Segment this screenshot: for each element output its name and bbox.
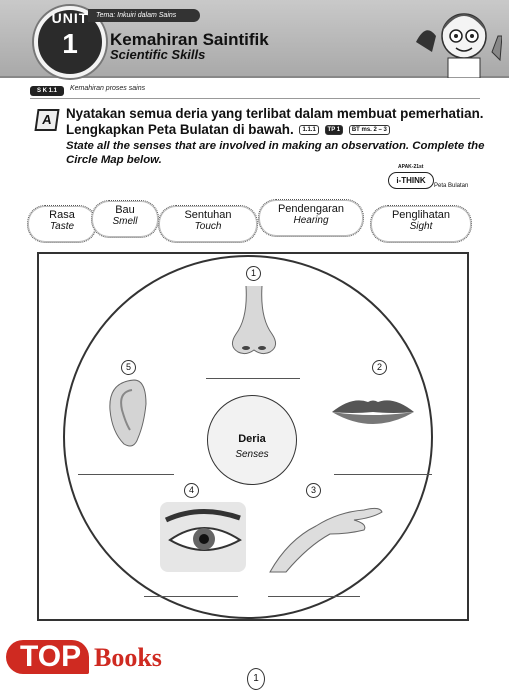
ithink-top-label: APAK-21st — [398, 164, 424, 170]
eye-icon — [160, 502, 246, 572]
sense-cloud-hearing — [258, 199, 364, 237]
item-number-2: 2 — [372, 360, 387, 375]
unit-subtitle: Scientific Skills — [110, 47, 206, 62]
hand-icon — [268, 500, 384, 574]
sense-en: Smell — [112, 216, 138, 227]
scientist-mascot-icon — [412, 2, 502, 78]
ear-icon — [104, 376, 148, 448]
nose-icon — [224, 282, 284, 358]
sense-cloud-taste — [27, 205, 97, 243]
sense-en: Hearing — [293, 215, 329, 226]
unit-title: Kemahiran Saintifik — [110, 30, 269, 49]
lips-icon — [330, 392, 416, 432]
ithink-badge: i-THINK — [388, 172, 434, 189]
map-type-label: Peta Bulatan — [434, 183, 469, 189]
divider — [30, 98, 480, 99]
tag-bt: BT ms. 2 – 3 — [349, 125, 390, 135]
watermark-top: TOP — [6, 640, 89, 674]
sense-cloud-smell — [91, 200, 159, 238]
answer-line-2[interactable] — [334, 474, 432, 475]
tag-standard: 1.1.1 — [299, 125, 318, 135]
sense-ms: Bau — [115, 204, 135, 216]
theme-label: Tema: Inkuiri dalam Sains — [88, 9, 200, 22]
sense-ms: Rasa — [49, 209, 75, 221]
item-number-1: 1 — [246, 266, 261, 281]
skill-text: Kemahiran proses sains — [70, 85, 146, 92]
item-number-5: 5 — [121, 360, 136, 375]
sense-cloud-touch — [158, 205, 258, 243]
page-number: 1 — [247, 668, 265, 690]
unit-number: 1 — [62, 28, 78, 59]
answer-line-1[interactable] — [206, 378, 300, 379]
question-line-2: Lengkapkan Peta Bulatan di bawah. — [66, 122, 294, 137]
watermark-books: Books — [94, 643, 162, 672]
sense-en: Taste — [49, 221, 75, 232]
unit-label: UNIT — [51, 10, 89, 26]
question-text-malay — [66, 106, 486, 138]
sense-ms: Penglihatan — [391, 209, 451, 221]
sense-en: Sight — [409, 221, 433, 232]
item-number-4: 4 — [184, 483, 199, 498]
sense-en: Touch — [194, 221, 222, 232]
center-label-en: Senses — [235, 449, 269, 460]
answer-line-5[interactable] — [78, 474, 174, 475]
answer-line-4[interactable] — [144, 596, 238, 597]
question-line-1: Nyatakan semua deria yang terlibat dalam membuat pemerhatian. — [66, 106, 484, 121]
question-text-english: State all the senses that are involved in making an observation. Complete the Circle Map below. — [66, 140, 485, 166]
item-number-3: 3 — [306, 483, 321, 498]
sense-ms: Sentuhan — [184, 209, 232, 221]
tag-tp: TP 1 — [325, 125, 344, 135]
question-letter: A — [34, 109, 59, 131]
answer-line-3[interactable] — [268, 596, 360, 597]
skill-code-badge: S K 1.1 — [30, 86, 64, 96]
sense-ms: Pendengaran — [277, 203, 345, 215]
center-label-ms: Deria — [238, 433, 266, 445]
sense-cloud-sight — [370, 205, 472, 243]
